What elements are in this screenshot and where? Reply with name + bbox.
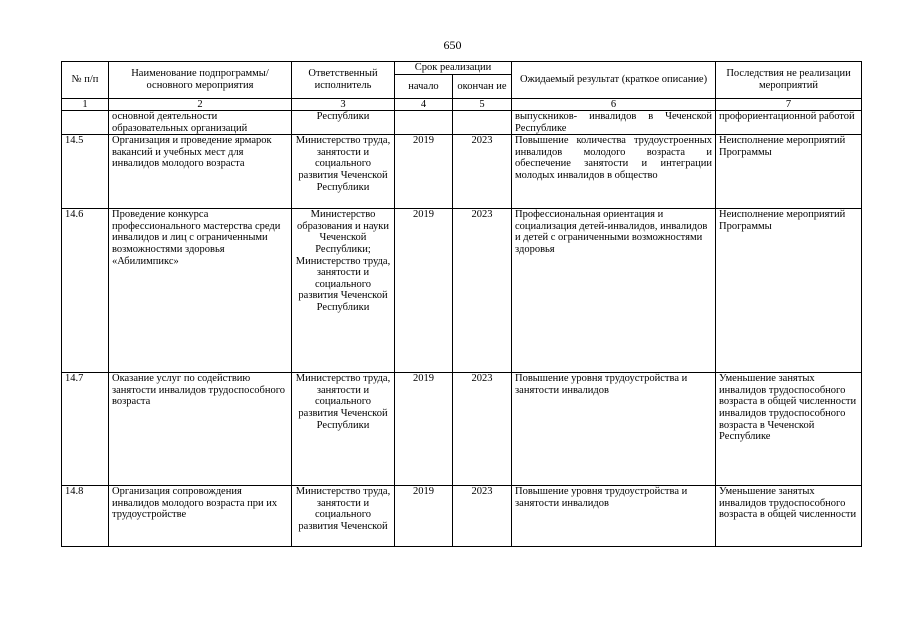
row-name: основной деятельности образовательных организаций <box>109 111 292 135</box>
header-executor: Ответственный исполнитель <box>292 62 395 99</box>
column-number: 5 <box>453 99 512 111</box>
row-name: Оказание услуг по содействию занятости инвалидов трудоспособного возраста <box>109 373 292 486</box>
header-end: окончан ие <box>453 75 512 99</box>
header-period: Срок реализации <box>395 62 512 75</box>
column-number: 4 <box>395 99 453 111</box>
table-row <box>62 135 862 209</box>
row-start <box>395 111 453 135</box>
row-start: 2019 <box>395 486 453 547</box>
row-result: Повышение уровня трудоустройства и занятости инвалидов <box>512 373 716 486</box>
page-number: 650 <box>443 38 462 52</box>
column-number: 3 <box>292 99 395 111</box>
program-activities-table <box>61 61 862 547</box>
row-result: Повышение количества трудоустроенных инвалидов молодого возраста и обеспечение занятости и интеграции молодых инвалидов в общество <box>512 135 716 209</box>
header-consequences: Последствия не реализации мероприятий <box>716 62 862 99</box>
row-end <box>453 111 512 135</box>
row-consequences: Неисполнение мероприятий Программы <box>716 135 862 209</box>
row-num: 14.7 <box>62 373 109 486</box>
row-result: Повышение уровня трудоустройства и занятости инвалидов <box>512 486 716 547</box>
row-num: 14.5 <box>62 135 109 209</box>
table-row <box>62 209 862 373</box>
row-start: 2019 <box>395 373 453 486</box>
row-executor: Республики <box>292 111 395 135</box>
row-end: 2023 <box>453 209 512 373</box>
header-num: № п/п <box>62 62 109 99</box>
header-start: начало <box>395 75 453 99</box>
row-result: выпускников- инвалидов в Чеченской Республике <box>512 111 716 135</box>
row-num: 14.8 <box>62 486 109 547</box>
row-consequences: Неисполнение мероприятий Программы <box>716 209 862 373</box>
row-end: 2023 <box>453 135 512 209</box>
column-number: 2 <box>109 99 292 111</box>
header-name: Наименование подпрограммы/ основного мероприятия <box>109 62 292 99</box>
row-executor: Министерство образования и науки Чеченской Республики; Министерство труда, занятости и социального развития Чеченской Республики <box>292 209 395 373</box>
table-row <box>62 486 862 547</box>
table-row <box>62 111 862 135</box>
header-result: Ожидаемый результат (краткое описание) <box>512 62 716 99</box>
column-number: 1 <box>62 99 109 111</box>
row-executor: Министерство труда, занятости и социального развития Чеченской <box>292 486 395 547</box>
header-row <box>62 62 862 75</box>
row-end: 2023 <box>453 486 512 547</box>
row-end: 2023 <box>453 373 512 486</box>
table-row <box>62 373 862 486</box>
row-executor: Министерство труда, занятости и социального развития Чеченской Республики <box>292 135 395 209</box>
row-executor: Министерство труда, занятости и социального развития Чеченской Республики <box>292 373 395 486</box>
column-number: 7 <box>716 99 862 111</box>
row-consequences: профориентационной работой <box>716 111 862 135</box>
row-consequences: Уменьшение занятых инвалидов трудоспособного возраста в общей численности <box>716 486 862 547</box>
row-name: Организация сопровождения инвалидов молодого возраста при их трудоустройстве <box>109 486 292 547</box>
row-start: 2019 <box>395 209 453 373</box>
row-result: Профессиональная ориентация и социализация детей-инвалидов, инвалидов и детей с ограниченными возможностями здоровья <box>512 209 716 373</box>
row-name: Организация и проведение ярмарок вакансий и учебных мест для инвалидов молодого возраста <box>109 135 292 209</box>
row-num: 14.6 <box>62 209 109 373</box>
row-num <box>62 111 109 135</box>
row-consequences: Уменьшение занятых инвалидов трудоспособного возраста в общей численности инвалидов трудоспособного возраста в Чеченской Республике <box>716 373 862 486</box>
row-name: Проведение конкурса профессионального мастерства среди инвалидов и лиц с ограниченными возможностями здоровья «Абилимпикс» <box>109 209 292 373</box>
column-number: 6 <box>512 99 716 111</box>
column-number-row <box>62 99 862 111</box>
row-start: 2019 <box>395 135 453 209</box>
